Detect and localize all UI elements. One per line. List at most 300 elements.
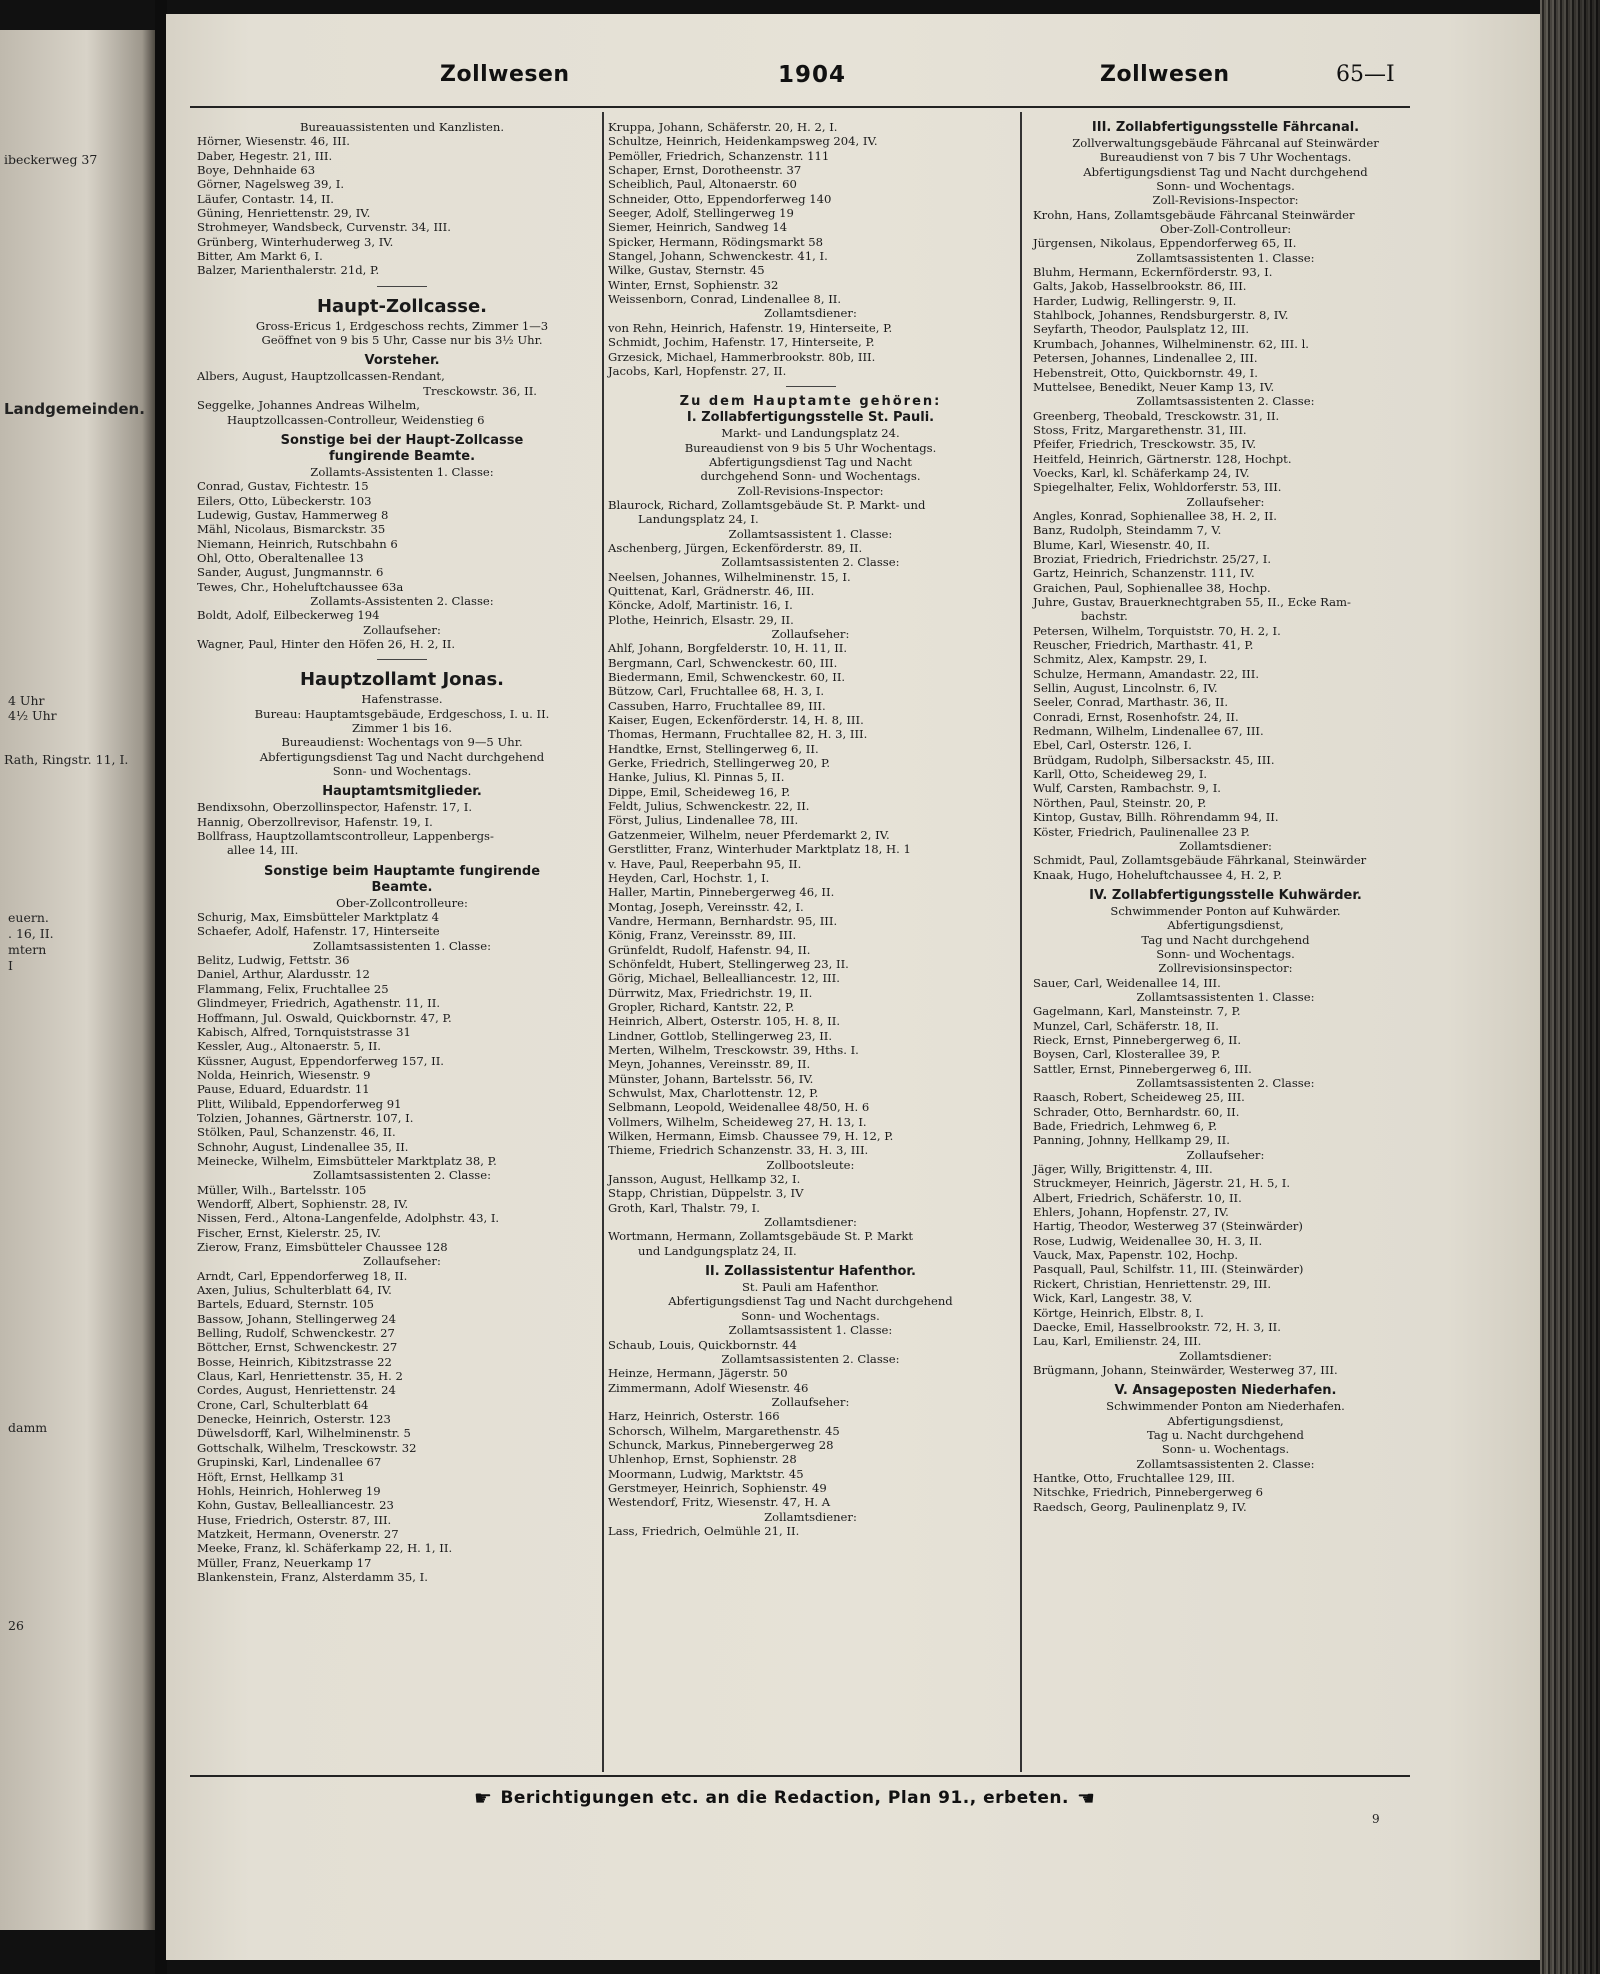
directory-entry: Muttelsee, Benedikt, Neuer Kamp 13, IV. [1033, 379, 1275, 394]
directory-entry: Moormann, Ludwig, Marktstr. 45 [608, 1466, 804, 1481]
directory-entry: Meeke, Franz, kl. Schäferkamp 22, H. 1, II. [197, 1541, 453, 1556]
directory-entry: Kohn, Gustav, Bellealliancestr. 23 [197, 1498, 394, 1513]
directory-entry: Axen, Julius, Schulterblatt 64, IV. [197, 1283, 392, 1298]
directory-entry: Aschenberg, Jürgen, Eckenförderstr. 89, II. [608, 540, 863, 555]
directory-entry: Nitschke, Friedrich, Pinnebergerweg 6 [1033, 1485, 1264, 1500]
directory-entry: Bollfrass, Hauptzollamtscontrolleur, Lappenbergs- [197, 829, 494, 844]
directory-entry: Daecke, Emil, Hasselbrookstr. 72, H. 3, II. [1033, 1319, 1281, 1334]
directory-entry: Galts, Jakob, Hasselbrookstr. 86, III. [1033, 279, 1247, 294]
directory-entry: Handtke, Ernst, Stellingerweg 6, II. [608, 741, 819, 756]
directory-entry: Sauer, Carl, Weidenallee 14, III. [1033, 975, 1221, 990]
directory-entry: Hanke, Julius, Kl. Pinnas 5, II. [608, 770, 785, 785]
directory-entry: Ebel, Carl, Osterstr. 126, I. [1033, 738, 1192, 753]
directory-entry: Zimmermann, Adolf Wiesenstr. 46 [608, 1380, 809, 1395]
directory-entry: Seeler, Conrad, Marthastr. 36, II. [1033, 695, 1229, 710]
directory-entry: Albers, August, Hauptzollcassen-Rendant, [197, 369, 445, 384]
office-title: Haupt-Zollcasse. [316, 295, 488, 317]
directory-entry: Schwulst, Max, Charlottenstr. 12, P. [608, 1086, 819, 1100]
directory-entry: Müller, Wilh., Bartelsstr. 105 [197, 1182, 367, 1197]
directory-entry: Blaurock, Richard, Zollamtsgebäude St. P. Markt- und [608, 497, 926, 512]
directory-entry: Lau, Karl, Emilienstr. 24, III. [1033, 1334, 1202, 1349]
directory-entry: Boldt, Adolf, Eilbeckerweg 194 [197, 608, 380, 623]
directory-entry: Wilken, Hermann, Eimsb. Chaussee 79, H. 12, P. [608, 1129, 894, 1144]
entry-continuation: bachstr. [1081, 609, 1128, 624]
section-heading: II. Zollassistentur Hafenthor. [705, 1264, 916, 1280]
directory-entry: Schorsch, Wilhelm, Margarethenstr. 45 [608, 1423, 840, 1438]
directory-entry: Nolda, Heinrich, Wiesenstr. 9 [197, 1067, 371, 1082]
directory-entry: Scheiblich, Paul, Altonaerstr. 60 [608, 177, 797, 192]
directory-entry: Wagner, Paul, Hinter den Höfen 26, H. 2, II. [197, 636, 456, 651]
directory-entry: Vauck, Max, Papenstr. 102, Hochp. [1033, 1248, 1239, 1263]
directory-entry: Claus, Karl, Henriettenstr. 35, H. 2 [197, 1369, 403, 1384]
directory-entry: Voecks, Karl, kl. Schäferkamp 24, IV. [1033, 465, 1250, 480]
directory-entry: Fischer, Ernst, Kielerstr. 25, IV. [197, 1225, 381, 1240]
directory-entry: Münster, Johann, Bartelsstr. 56, IV. [608, 1071, 814, 1086]
category-heading: Zimmer 1 bis 16. [351, 721, 453, 735]
directory-entry: Haller, Martin, Pinnebergerweg 46, II. [608, 885, 835, 900]
directory-entry: Belling, Rudolf, Schwenckestr. 27 [197, 1326, 395, 1341]
directory-entry: Tewes, Chr., Hoheluftchaussee 63a [197, 579, 404, 594]
section-heading: Sonstige beim Hauptamte fungirende [263, 863, 541, 879]
category-heading: Bureaudienst von 7 bis 7 Uhr Wochentags. [1099, 150, 1352, 165]
directory-entry: Petersen, Johannes, Lindenallee 2, III. [1033, 351, 1258, 366]
directory-entry: Grupinski, Karl, Lindenallee 67 [197, 1455, 382, 1470]
directory-entry: Bartels, Eduard, Sternstr. 105 [197, 1297, 374, 1312]
directory-entry: Krohn, Hans, Zollamtsgebäude Fährcanal Steinwärder [1033, 207, 1355, 222]
directory-entry: Conradi, Ernst, Rosenhofstr. 24, II. [1033, 709, 1239, 724]
directory-entry: Cordes, August, Henriettenstr. 24 [197, 1383, 396, 1398]
directory-entry: Karll, Otto, Scheideweg 29, I. [1033, 767, 1208, 782]
directory-entry: Gerstmeyer, Heinrich, Sophienstr. 49 [608, 1480, 827, 1495]
directory-entry: Jansson, August, Hellkamp 32, I. [608, 1172, 801, 1187]
directory-entry: Weissenborn, Conrad, Lindenallee 8, II. [608, 292, 842, 307]
left-page-fragment: 4 Uhr [8, 693, 45, 708]
category-heading: Abfertigungsdienst Tag und Nacht [709, 454, 912, 469]
directory-entry: Nörthen, Paul, Steinstr. 20, P. [1033, 795, 1207, 810]
entry-continuation: allee 14, III. [227, 843, 299, 858]
directory-entry: Seeger, Adolf, Stellingerweg 19 [608, 206, 794, 221]
header-page-number: 65—I [1336, 62, 1395, 87]
category-heading: Bureauassistenten und Kanzlisten. [299, 120, 505, 134]
category-heading: Zollamtsdiener: [764, 1215, 857, 1230]
directory-entry: Montag, Joseph, Vereinsstr. 42, I. [608, 899, 804, 914]
directory-entry: Gartz, Heinrich, Schanzenstr. 111, IV. [1033, 566, 1255, 581]
directory-entry: Groth, Karl, Thalstr. 79, I. [608, 1200, 760, 1215]
office-title: Hauptzollamt Jonas. [299, 669, 505, 691]
directory-entry: Grünfeldt, Rudolf, Hafenstr. 94, II. [608, 942, 811, 957]
category-heading: Gross-Ericus 1, Erdgeschoss rechts, Zimmer 1—3 [255, 318, 549, 333]
directory-entry: Kessler, Aug., Altonaerstr. 5, II. [197, 1039, 381, 1054]
directory-entry: Wilke, Gustav, Sternstr. 45 [608, 263, 765, 278]
directory-entry: Lindner, Gottlob, Stellingerweg 23, II. [608, 1028, 833, 1043]
directory-entry: Kruppa, Johann, Schäferstr. 20, H. 2, I. [608, 120, 838, 134]
directory-entry: v. Have, Paul, Reeperbahn 95, II. [608, 856, 802, 871]
left-page-fragment: . 16, II. [8, 926, 54, 941]
category-heading: Zollamtsassistenten 2. Classe: [1136, 1456, 1315, 1471]
directory-entry: Feldt, Julius, Schwenckestr. 22, II. [608, 799, 810, 814]
directory-entry: Rose, Ludwig, Weidenallee 30, H. 3, II. [1033, 1233, 1263, 1248]
directory-entry: Küssner, August, Eppendorferweg 157, II. [197, 1053, 444, 1068]
directory-entry: Harder, Ludwig, Rellingerstr. 9, II. [1033, 293, 1237, 308]
directory-entry: Wortmann, Hermann, Zollamtsgebäude St. P. Markt [608, 1229, 914, 1244]
category-heading: Geöffnet von 9 bis 5 Uhr, Casse nur bis 3½ Uhr. [261, 333, 543, 348]
category-heading: Zoll-Revisions-Inspector: [737, 483, 884, 498]
section-heading: Hauptamtsmitglieder. [322, 784, 482, 800]
directory-entry: Schmidt, Jochim, Hafenstr. 17, Hinterseite, P. [608, 335, 875, 350]
directory-entry: Daniel, Arthur, Alardusstr. 12 [197, 967, 370, 982]
category-heading: Zollamtsassistent 1. Classe: [728, 1323, 893, 1338]
section-heading: Beamte. [371, 879, 433, 895]
left-page-fragment: euern. [8, 910, 49, 925]
header-left-title: Zollwesen [440, 62, 570, 87]
left-page-fragment: Rath, Ringstr. 11, I. [4, 752, 129, 767]
category-heading: Markt- und Landungsplatz 24. [721, 426, 900, 441]
directory-entry: Böttcher, Ernst, Schwenckestr. 27 [197, 1340, 398, 1355]
left-page-fragment: Landgemeinden. [4, 400, 145, 418]
category-heading: Zollamtsassistenten 2. Classe: [1136, 1076, 1315, 1090]
section-heading: V. Ansageposten Niederhafen. [1114, 1383, 1337, 1399]
directory-entry: Pause, Eduard, Eduardstr. 11 [197, 1082, 370, 1097]
directory-entry: Görig, Michael, Bellealliancestr. 12, III. [608, 971, 840, 986]
category-heading: Tag und Nacht durchgehend [1141, 932, 1310, 947]
directory-entry: Ohl, Otto, Oberaltenallee 13 [197, 550, 364, 565]
footer-page-number: 9 [1372, 1812, 1380, 1826]
category-heading: Schwimmender Ponton am Niederhafen. [1106, 1399, 1345, 1414]
directory-entry: Schrader, Otto, Bernhardstr. 60, II. [1033, 1104, 1240, 1119]
category-heading: Zollamtsdiener: [764, 1509, 857, 1524]
pointing-hand-left-icon: ☚ [1076, 1786, 1096, 1810]
category-heading: Zollverwaltungsgebäude Fährcanal auf Steinwärder [1072, 136, 1379, 150]
directory-entry: Schurig, Max, Eimsbütteler Marktplatz 4 [197, 910, 439, 925]
directory-entry: Neelsen, Johannes, Wilhelminenstr. 15, I. [608, 569, 851, 584]
header-rule [190, 106, 1410, 108]
category-heading: Zollamts-Assistenten 2. Classe: [310, 593, 494, 608]
directory-entry: Hartig, Theodor, Westerweg 37 (Steinwärder) [1033, 1219, 1303, 1234]
directory-entry: Schmidt, Paul, Zollamtsgebäude Fährkanal, Steinwärder [1033, 853, 1367, 868]
directory-entry: Sander, August, Jungmannstr. 6 [197, 565, 384, 580]
directory-entry: Först, Julius, Lindenallee 78, III. [608, 813, 799, 828]
directory-entry: Gagelmann, Karl, Mansteinstr. 7, P. [1033, 1004, 1241, 1019]
directory-entry: Daber, Hegestr. 21, III. [197, 148, 333, 163]
directory-entry: Stapp, Christian, Düppelstr. 3, IV [608, 1186, 804, 1201]
directory-entry: Ludewig, Gustav, Hammerweg 8 [197, 507, 389, 522]
entry-continuation: Tresckowstr. 36, II. [423, 383, 537, 398]
directory-entry: Hoffmann, Jul. Oswald, Quickbornstr. 47, P. [197, 1010, 452, 1025]
category-heading: Bureaudienst von 9 bis 5 Uhr Wochentags. [684, 440, 937, 455]
directory-entry: Bluhm, Hermann, Eckernförderstr. 93, I. [1033, 265, 1273, 280]
directory-entry: Albert, Friedrich, Schäferstr. 10, II. [1033, 1190, 1242, 1205]
section-heading: Zu dem Hauptamte gehören: [679, 394, 942, 410]
directory-entry: Kintop, Gustav, Billh. Röhrendamm 94, II. [1033, 810, 1279, 825]
directory-entry: Glindmeyer, Friedrich, Agathenstr. 11, II. [197, 996, 441, 1011]
directory-entry: Boye, Dehnhaide 63 [197, 163, 316, 178]
directory-entry: Petersen, Wilhelm, Torquiststr. 70, H. 2, I. [1033, 623, 1281, 638]
category-heading: St. Pauli am Hafenthor. [741, 1280, 880, 1295]
directory-entry: Pemöller, Friedrich, Schanzenstr. 111 [608, 148, 830, 163]
directory-entry: Höft, Ernst, Hellkamp 31 [197, 1469, 346, 1484]
directory-entry: Heitfeld, Heinrich, Gärtnerstr. 128, Hochpt. [1033, 451, 1292, 466]
column-divider-2 [1020, 112, 1022, 1772]
directory-entry: Gropler, Richard, Kantstr. 22, P. [608, 999, 795, 1014]
column-1 [197, 120, 607, 1584]
category-heading: Abfertigungsdienst, [1167, 918, 1284, 933]
directory-entry: Hannig, Oberzollrevisor, Hafenstr. 19, I. [197, 814, 433, 829]
directory-entry: Seggelke, Johannes Andreas Wilhelm, [197, 398, 420, 413]
directory-entry: Belitz, Ludwig, Fettstr. 36 [197, 953, 350, 968]
directory-entry: Jäger, Willy, Brigittenstr. 4, III. [1033, 1162, 1213, 1177]
directory-entry: Schaub, Louis, Quickbornstr. 44 [608, 1337, 797, 1352]
directory-entry: Grzesick, Michael, Hammerbrookstr. 80b, III. [608, 349, 876, 364]
category-heading: Zollbootsleute: [766, 1157, 855, 1172]
pointing-hand-icon: ☛ [474, 1786, 493, 1810]
directory-entry: Meyn, Johannes, Vereinsstr. 89, II. [608, 1057, 811, 1072]
directory-entry: Greenberg, Theobald, Tresckowstr. 31, II. [1033, 408, 1280, 423]
section-heading: Sonstige bei der Haupt-Zollcasse [280, 432, 524, 448]
directory-entry: Schunck, Markus, Pinnebergerweg 28 [608, 1437, 834, 1452]
section-separator [377, 659, 427, 660]
directory-entry: Heyden, Carl, Hochstr. 1, I. [608, 870, 770, 885]
category-heading: Zollamtsdiener: [1179, 1348, 1272, 1363]
category-heading: Abfertigungsdienst Tag und Nacht durchgehend [259, 749, 545, 764]
directory-entry: Grünberg, Winterhuderweg 3, IV. [197, 234, 394, 249]
directory-entry: Hohls, Heinrich, Hohlerweg 19 [197, 1483, 381, 1498]
category-heading: Sonn- und Wochentags. [1156, 946, 1295, 961]
directory-entry: Stahlbock, Johannes, Rendsburgerstr. 8, IV. [1033, 308, 1289, 323]
directory-entry: Selbmann, Leopold, Weidenallee 48/50, H. 6 [608, 1100, 870, 1115]
category-heading: Zoll-Revisions-Inspector: [1152, 193, 1299, 208]
category-heading: Schwimmender Ponton auf Kuhwärder. [1110, 903, 1341, 918]
category-heading: Zollaufseher: [771, 1394, 850, 1409]
category-heading: Tag u. Nacht durchgehend [1147, 1427, 1304, 1442]
directory-entry: Krumbach, Johannes, Wilhelminenstr. 62, III. l. [1033, 336, 1309, 351]
directory-entry: Läufer, Contastr. 14, II. [197, 191, 334, 206]
footer-rule [190, 1775, 1410, 1777]
directory-entry: Körtge, Heinrich, Elbstr. 8, I. [1033, 1305, 1204, 1320]
directory-entry: Ahlf, Johann, Borgfelderstr. 10, H. 11, II. [608, 641, 848, 656]
directory-entry: Raasch, Robert, Scheideweg 25, III. [1033, 1090, 1245, 1105]
directory-entry: Vandre, Hermann, Bernhardstr. 95, III. [608, 913, 838, 928]
category-heading: Zollamtsassistenten 2. Classe: [721, 555, 900, 570]
directory-entry: Bützow, Carl, Fruchtallee 68, H. 3, I. [608, 684, 825, 699]
category-heading: Zollaufseher: [363, 622, 441, 637]
directory-entry: Jacobs, Karl, Hopfenstr. 27, II. [608, 363, 787, 378]
directory-entry: Thomas, Hermann, Fruchtallee 82, H. 3, III. [608, 727, 868, 742]
directory-entry: Spiegelhalter, Felix, Wohldorferstr. 53, III. [1033, 480, 1282, 495]
directory-entry: Conrad, Gustav, Fichtestr. 15 [197, 479, 369, 494]
directory-entry: Siemer, Heinrich, Sandweg 14 [608, 220, 788, 235]
directory-entry: Bitter, Am Markt 6, I. [197, 249, 323, 264]
category-heading: Zollamtsassistenten 2. Classe: [721, 1351, 900, 1366]
directory-entry: Struckmeyer, Heinrich, Jägerstr. 21, H. 5, I. [1033, 1176, 1291, 1191]
directory-entry: Bade, Friedrich, Lehmweg 6, P. [1033, 1119, 1218, 1134]
directory-entry: Rickert, Christian, Henriettenstr. 29, III. [1033, 1276, 1272, 1291]
directory-entry: Düwelsdorff, Karl, Wilhelminenstr. 5 [197, 1426, 411, 1441]
directory-entry: Gerke, Friedrich, Stellingerweg 20, P. [608, 756, 831, 771]
directory-entry: Pfeifer, Friedrich, Tresckowstr. 35, IV. [1033, 437, 1257, 452]
directory-entry: Hörner, Wiesenstr. 46, III. [197, 134, 350, 149]
directory-entry: Westendorf, Fritz, Wiesenstr. 47, H. A [608, 1495, 831, 1510]
category-heading: Zollamtsassistenten 1. Classe: [1136, 250, 1315, 265]
directory-entry: Spicker, Hermann, Rödingsmarkt 58 [608, 234, 824, 249]
section-heading: Vorsteher. [364, 353, 440, 369]
directory-entry: Köster, Friedrich, Paulinenallee 23 P. [1033, 824, 1250, 839]
directory-entry: Schneider, Otto, Eppendorferweg 140 [608, 191, 832, 206]
directory-entry: Sellin, August, Lincolnstr. 6, IV. [1033, 681, 1218, 696]
directory-entry: Biedermann, Emil, Schwenckestr. 60, II. [608, 670, 846, 685]
directory-entry: Mähl, Nicolaus, Bismarckstr. 35 [197, 522, 386, 537]
category-heading: Zollaufseher: [771, 627, 850, 641]
entry-continuation: Hauptzollcassen-Controlleur, Weidenstieg 6 [227, 412, 485, 427]
section-separator [377, 286, 427, 287]
directory-entry: Broziat, Friedrich, Friedrichstr. 25/27, I. [1033, 551, 1272, 566]
section-separator [786, 386, 836, 387]
directory-entry: Lass, Friedrich, Oelmühle 21, II. [608, 1523, 800, 1538]
directory-entry: Strohmeyer, Wandsbeck, Curvenstr. 34, III. [197, 220, 451, 235]
directory-entry: Plitt, Wilibald, Eppendorferweg 91 [197, 1096, 402, 1111]
directory-entry: Graichen, Paul, Sophienallee 38, Hochp. [1033, 580, 1271, 595]
directory-entry: Brügmann, Johann, Steinwärder, Westerweg 37, III. [1033, 1362, 1338, 1377]
directory-entry: Ehlers, Johann, Hopfenstr. 27, IV. [1033, 1205, 1229, 1220]
directory-entry: Schaefer, Adolf, Hafenstr. 17, Hinterseite [197, 924, 440, 939]
directory-entry: Kabisch, Alfred, Tornquiststrasse 31 [197, 1024, 411, 1039]
directory-entry: Eilers, Otto, Lübeckerstr. 103 [197, 493, 372, 508]
directory-entry: von Rehn, Heinrich, Hafenstr. 19, Hinterseite, P. [608, 320, 893, 335]
directory-entry: Quittenat, Karl, Grädnerstr. 46, III. [608, 583, 815, 598]
left-page-edge [0, 30, 158, 1930]
directory-entry: Bergmann, Carl, Schwenckestr. 60, III. [608, 655, 838, 670]
category-heading: Abfertigungsdienst Tag und Nacht durchgehend [668, 1294, 953, 1309]
category-heading: Zollrevisionsinspector: [1158, 961, 1293, 976]
category-heading: Zollamtsassistenten 2. Classe: [313, 1168, 491, 1183]
category-heading: Zollamtsassistenten 2. Classe: [1136, 394, 1315, 409]
footer-note [466, 1786, 1103, 1810]
directory-entry: Winter, Ernst, Sophienstr. 32 [608, 277, 779, 292]
category-heading: Sonn- u. Wochentags. [1161, 1442, 1290, 1457]
directory-entry: Schultze, Heinrich, Heidenkampsweg 204, IV. [608, 134, 878, 149]
directory-entry: Hantke, Otto, Fruchtallee 129, III. [1033, 1470, 1235, 1485]
category-heading: Zollamtsassistenten 1. Classe: [313, 938, 491, 953]
category-heading: Hafenstrasse. [361, 692, 443, 707]
directory-entry: Huse, Friedrich, Osterstr. 87, III. [197, 1512, 392, 1527]
column-2 [608, 120, 1013, 1538]
directory-entry: Balzer, Marienthalerstr. 21d, P. [197, 263, 380, 278]
category-heading: Zollamtsassistenten 1. Classe: [1136, 989, 1315, 1004]
directory-entry: Redmann, Wilhelm, Lindenallee 67, III. [1033, 724, 1264, 739]
directory-entry: Stoss, Fritz, Margarethenstr. 31, III. [1033, 422, 1247, 437]
directory-entry: Thieme, Friedrich Schanzenstr. 33, H. 3, III. [608, 1143, 869, 1158]
directory-entry: Schaper, Ernst, Dorotheenstr. 37 [608, 163, 802, 178]
directory-entry: Munzel, Carl, Schäferstr. 18, II. [1033, 1018, 1219, 1033]
directory-entry: Flammang, Felix, Fruchtallee 25 [197, 981, 389, 996]
footer-text: Berichtigungen etc. an die Redaction, Plan 91., erbeten. [500, 1788, 1069, 1808]
directory-entry: Seyfarth, Theodor, Paulsplatz 12, III. [1033, 322, 1250, 337]
directory-entry: Panning, Johnny, Hellkamp 29, II. [1033, 1133, 1230, 1148]
directory-entry: Juhre, Gustav, Brauerknechtgraben 55, II., Ecke Ram- [1033, 595, 1351, 609]
directory-entry: Blankenstein, Franz, Alsterdamm 35, I. [197, 1569, 428, 1584]
left-page-fragment: mtern [8, 942, 47, 957]
directory-entry: Jürgensen, Nikolaus, Eppendorferweg 65, II. [1033, 236, 1297, 251]
left-page-fragment: damm [8, 1420, 48, 1435]
section-heading: I. Zollabfertigungsstelle St. Pauli. [686, 410, 935, 426]
directory-entry: Uhlenhop, Ernst, Sophienstr. 28 [608, 1452, 797, 1467]
entry-continuation: und Landgungsplatz 24, II. [638, 1243, 797, 1258]
category-heading: Bureaudienst: Wochentags von 9—5 Uhr. [281, 735, 523, 750]
directory-entry: Schmitz, Alex, Kampstr. 29, I. [1033, 652, 1208, 667]
directory-entry: Tolzien, Johannes, Gärtnerstr. 107, I. [197, 1110, 414, 1125]
directory-entry: Blume, Karl, Wiesenstr. 40, II. [1033, 537, 1210, 552]
directory-entry: Wulf, Carsten, Rambachstr. 9, I. [1033, 781, 1221, 796]
category-heading: durchgehend Sonn- und Wochentags. [700, 469, 921, 484]
directory-entry: Denecke, Heinrich, Osterstr. 123 [197, 1412, 391, 1427]
directory-entry: Güning, Henriettenstr. 29, IV. [197, 206, 371, 221]
left-page-fragment: I [8, 958, 13, 973]
entry-continuation: Landungsplatz 24, I. [638, 512, 759, 527]
left-page-fragment: 26 [8, 1618, 24, 1633]
category-heading: Sonn- und Wochentags. [332, 764, 472, 779]
directory-entry: Plothe, Heinrich, Elsastr. 29, II. [608, 612, 794, 627]
directory-entry: Schönfeldt, Hubert, Stellingerweg 23, II. [608, 956, 849, 971]
header-year: 1904 [778, 62, 847, 88]
directory-entry: Schulze, Hermann, Amandastr. 22, III. [1033, 666, 1260, 681]
category-heading: Zollaufseher: [1186, 494, 1265, 509]
category-heading: Zollamts-Assistenten 1. Classe: [310, 464, 494, 479]
directory-entry: Meinecke, Wilhelm, Eimsbütteler Marktplatz 38, P. [197, 1153, 497, 1168]
section-heading: IV. Zollabfertigungsstelle Kuhwärder. [1089, 887, 1362, 903]
directory-entry: Pasquall, Paul, Schilfstr. 11, III. (Steinwärder) [1033, 1262, 1304, 1277]
directory-entry: Knaak, Hugo, Hoheluftchaussee 4, H. 2, P. [1033, 867, 1282, 882]
category-heading: Zollamtsassistent 1. Classe: [728, 526, 893, 541]
directory-entry: Köncke, Adolf, Martinistr. 16, I. [608, 598, 793, 613]
directory-entry: Nissen, Ferd., Altona-Langenfelde, Adolphstr. 43, I. [197, 1211, 500, 1226]
directory-entry: Boysen, Carl, Klosterallee 39, P. [1033, 1047, 1221, 1062]
directory-entry: Heinze, Hermann, Jägerstr. 50 [608, 1366, 788, 1381]
directory-entry: König, Franz, Vereinsstr. 89, III. [608, 928, 797, 943]
header-right-title: Zollwesen [1100, 62, 1230, 87]
directory-entry: Schnohr, August, Lindenallee 35, II. [197, 1139, 409, 1154]
directory-entry: Bosse, Heinrich, Kibitzstrasse 22 [197, 1354, 392, 1369]
category-heading: Ober-Zollcontrolleure: [336, 895, 468, 910]
directory-entry: Harz, Heinrich, Osterstr. 166 [608, 1409, 780, 1424]
category-heading: Ober-Zoll-Controlleur: [1159, 222, 1292, 237]
directory-entry: Angles, Konrad, Sophienallee 38, H. 2, II. [1033, 508, 1277, 523]
directory-entry: Bassow, Johann, Stellingerweg 24 [197, 1311, 397, 1326]
category-heading: Bureau: Hauptamtsgebäude, Erdgeschoss, I. u. II. [254, 706, 550, 721]
directory-entry: Crone, Carl, Schulterblatt 64 [197, 1397, 369, 1412]
category-heading: Zollamtsdiener: [764, 306, 857, 321]
directory-entry: Vollmers, Wilhelm, Scheideweg 27, H. 13, I. [608, 1114, 867, 1129]
page-stack-edge [1540, 0, 1600, 1974]
directory-entry: Gottschalk, Wilhelm, Tresckowstr. 32 [197, 1440, 417, 1455]
directory-entry: Zierow, Franz, Eimsbütteler Chaussee 128 [197, 1240, 448, 1254]
category-heading: Sonn- und Wochentags. [741, 1308, 880, 1323]
directory-entry: Sattler, Ernst, Pinnebergerweg 6, III. [1033, 1061, 1252, 1076]
category-heading: Zollaufseher: [363, 1254, 441, 1269]
directory-entry: Wick, Karl, Langestr. 38, V. [1033, 1291, 1193, 1306]
directory-entry: Görner, Nagelsweg 39, I. [197, 177, 345, 192]
category-heading: Abfertigungsdienst, [1167, 1413, 1284, 1428]
section-heading: III. Zollabfertigungsstelle Fährcanal. [1091, 120, 1360, 135]
directory-entry: Stangel, Johann, Schwenckestr. 41, I. [608, 249, 828, 264]
left-page-fragment: ibeckerweg 37 [4, 152, 98, 167]
directory-entry: Arndt, Carl, Eppendorferweg 18, II. [197, 1268, 408, 1283]
directory-entry: Matzkeit, Hermann, Ovenerstr. 27 [197, 1526, 399, 1541]
category-heading: Zollamtsdiener: [1179, 838, 1272, 853]
directory-entry: Müller, Franz, Neuerkamp 17 [197, 1555, 372, 1570]
category-heading: Abfertigungsdienst Tag und Nacht durchgehend [1083, 164, 1368, 179]
directory-entry: Banz, Rudolph, Steindamm 7, V. [1033, 523, 1222, 538]
section-heading: fungirende Beamte. [328, 448, 476, 464]
directory-entry: Dippe, Emil, Scheideweg 16, P. [608, 784, 791, 799]
